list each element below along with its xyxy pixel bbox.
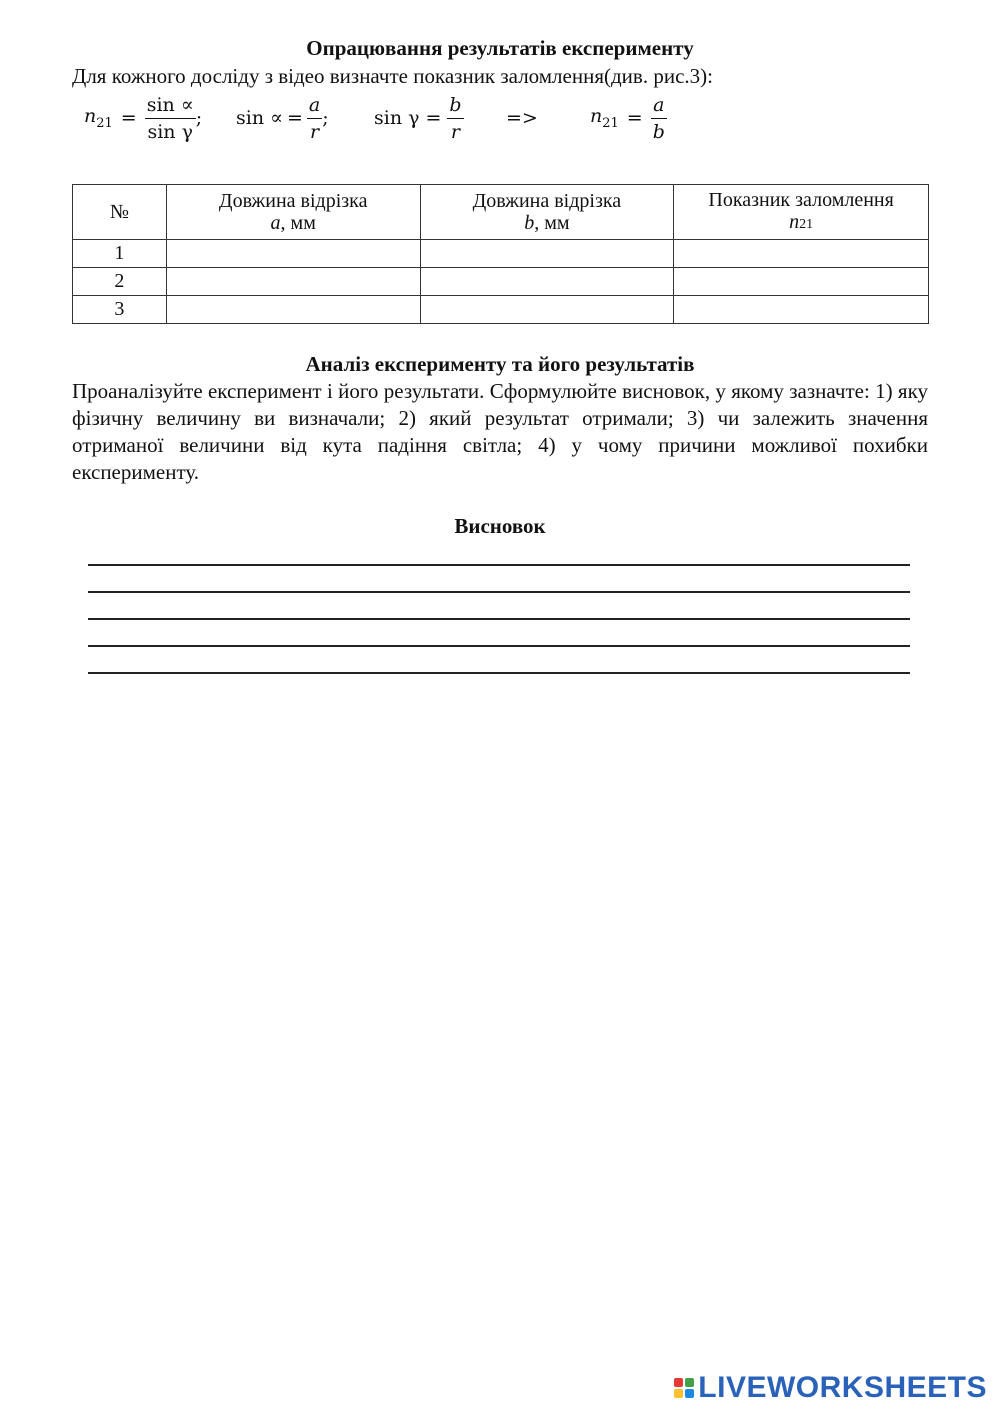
analysis-text: Проаналізуйте експеримент і його результати. Сформулюйте висновок, у якому зазначте: 1) яку фізичну величину ви визначали; 2) який результат отримали; 3) чи залежить значення отриманої величини від кута падіння світла; 4) у чому причини можливої похибки експерименту. — [72, 379, 928, 484]
b-over-r-fraction: $\frac{b}{r}$ — [449, 93, 462, 143]
table-row — [73, 240, 929, 268]
results-table — [72, 184, 929, 324]
conclusion-heading: Висновок — [454, 514, 546, 538]
header-number: № — [73, 185, 167, 240]
header-length-b: Довжина відрізка b, мм — [420, 185, 674, 240]
sin-ratio-fraction: $\frac{\sin \propto}{\text{sin γ}}$ — [146, 93, 194, 143]
table-row — [73, 296, 929, 324]
cell-b-input[interactable] — [420, 296, 674, 324]
table-header-row — [73, 185, 929, 240]
a-over-b-fraction: $\frac{a}{b}$ — [652, 93, 665, 143]
processing-heading: Опрацювання результатів експерименту — [306, 36, 694, 60]
row-number: 1 — [73, 240, 167, 268]
row-number: 2 — [73, 268, 167, 296]
cell-n-input[interactable] — [674, 268, 929, 296]
cell-a-input[interactable] — [166, 240, 420, 268]
refraction-formulas: $n_{21}$ = $\frac{\sin \propto}{\text{sin γ}}$ ; sin ∝ = $\frac{a}{r}$ ; sin γ = $\frac{b}{r}$ => $n_{21}$ = $\frac{a}{b}$ — [84, 93, 665, 143]
n21-symbol: $n_{21}$ — [84, 105, 113, 131]
header-refractive-index: Показник заломлення n21 — [674, 185, 929, 240]
cell-a-input[interactable] — [166, 296, 420, 324]
intro-text: Для кожного досліду з відео визначте показник заломлення(див. рис.3): — [72, 64, 713, 88]
cell-b-input[interactable] — [420, 240, 674, 268]
liveworksheets-logo — [674, 1371, 987, 1405]
conclusion-line[interactable] — [88, 618, 910, 620]
cell-n-input[interactable] — [674, 240, 929, 268]
conclusion-line[interactable] — [88, 564, 910, 566]
cell-n-input[interactable] — [674, 296, 929, 324]
logo-text: LIVEWORKSHEETS — [698, 1371, 987, 1404]
logo-mark-icon — [674, 1378, 694, 1398]
header-length-a: Довжина відрізка a, мм — [166, 185, 420, 240]
cell-b-input[interactable] — [420, 268, 674, 296]
conclusion-line[interactable] — [88, 672, 910, 674]
conclusion-line[interactable] — [88, 645, 910, 647]
analysis-heading: Аналіз експерименту та його результатів — [305, 352, 695, 376]
table-row — [73, 268, 929, 296]
row-number: 3 — [73, 296, 167, 324]
conclusion-line[interactable] — [88, 591, 910, 593]
a-over-r-fraction: $\frac{a}{r}$ — [308, 93, 321, 143]
implies-arrow: => — [506, 107, 538, 129]
cell-a-input[interactable] — [166, 268, 420, 296]
